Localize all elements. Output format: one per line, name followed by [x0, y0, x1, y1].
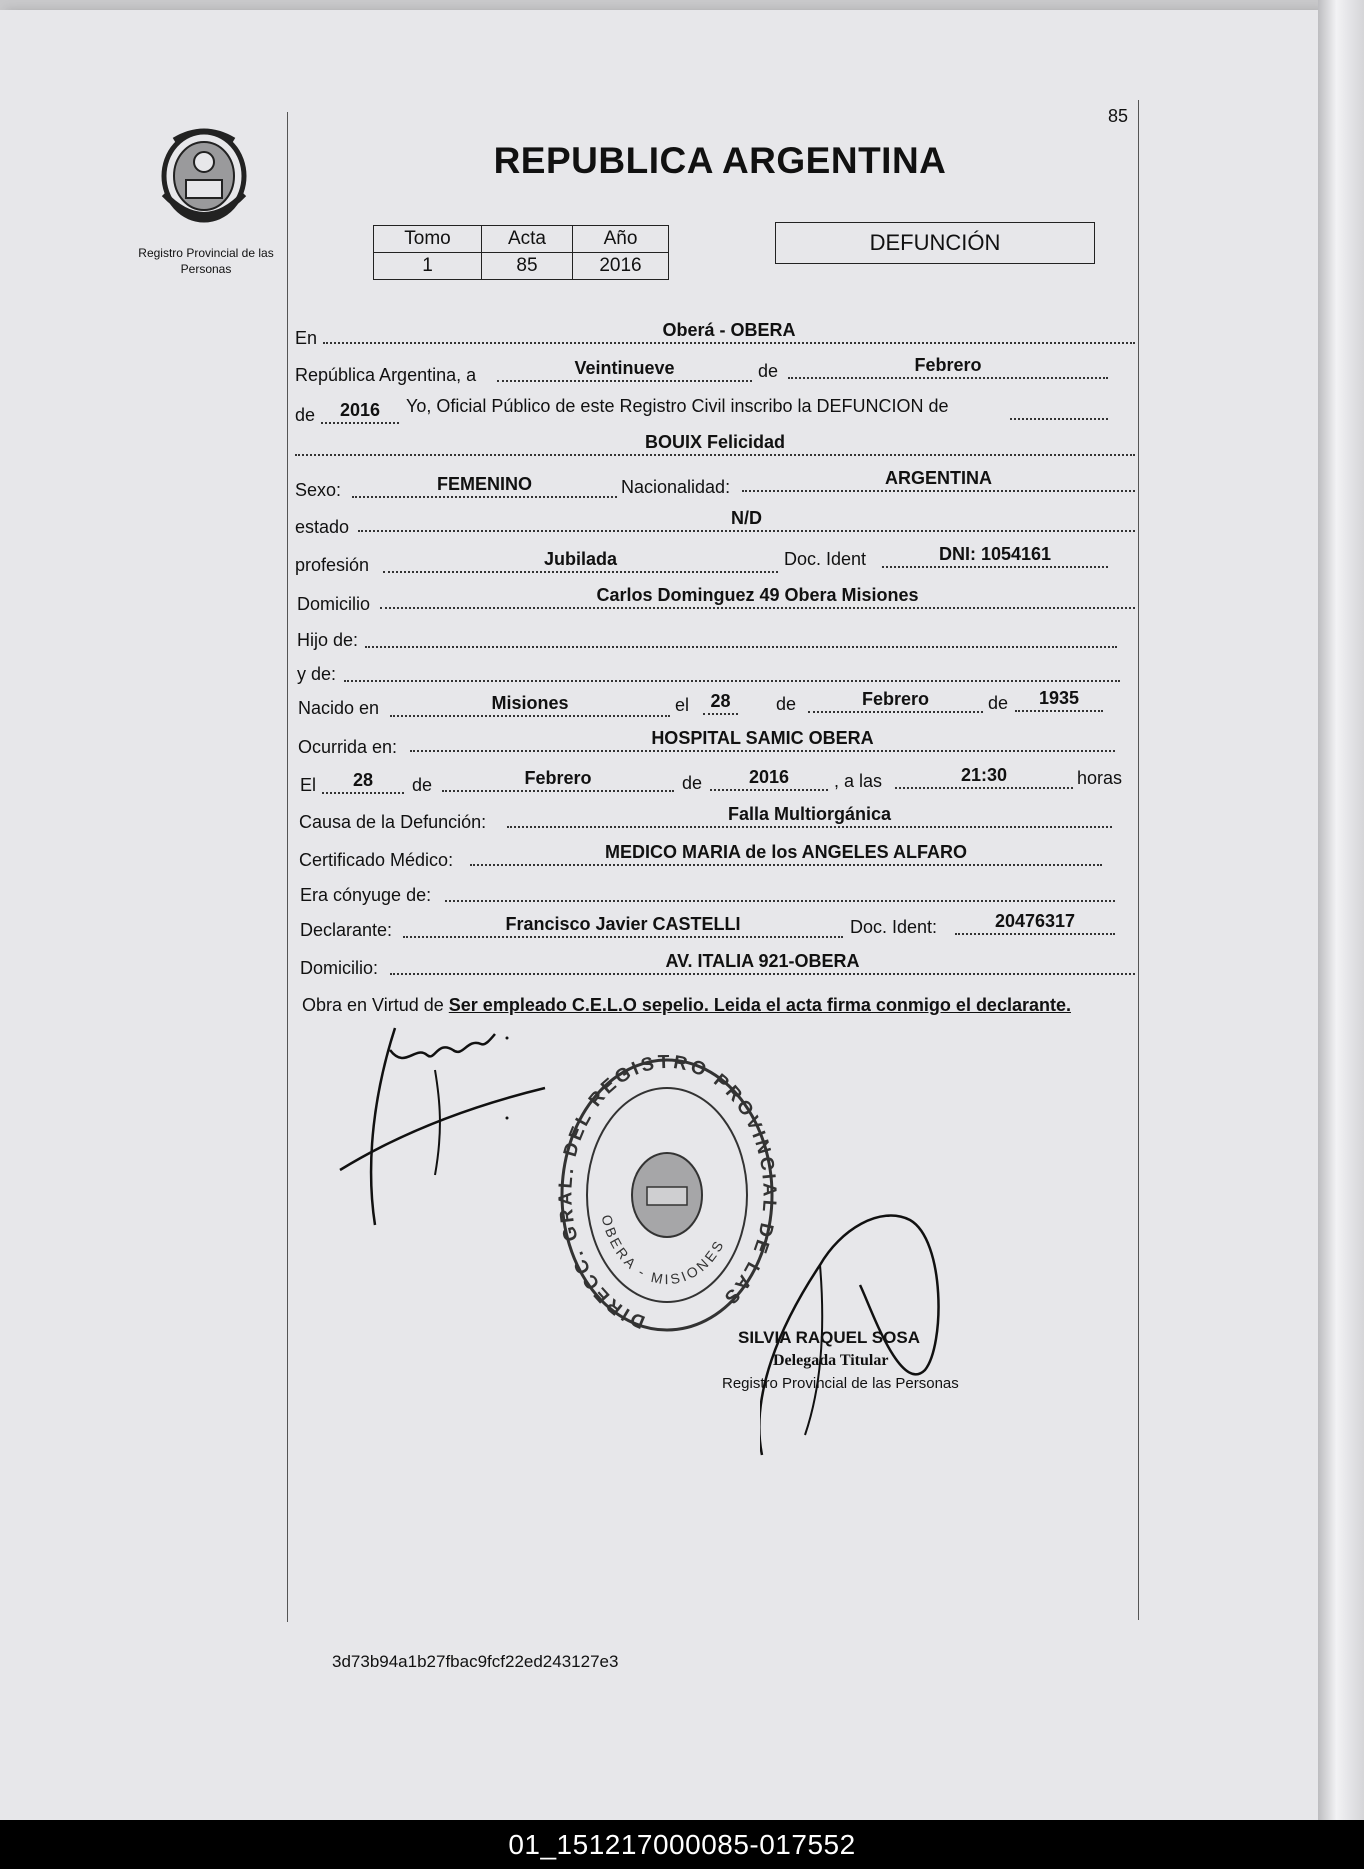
birth-year-field: 1935 [1015, 688, 1103, 712]
sexo-label: Sexo: [295, 480, 342, 500]
a-las-label: , a las [834, 771, 883, 791]
conyuge-field [445, 878, 1115, 902]
birth-day-field: 28 [703, 691, 738, 715]
officer-office: Registro Provincial de las Personas [722, 1375, 959, 1392]
hijo-de-label: Hijo de: [297, 630, 359, 650]
registry-stamp [555, 1055, 780, 1340]
ocurrida-field: HOSPITAL SAMIC OBERA [410, 728, 1115, 752]
tomo-header: Tomo [374, 226, 482, 253]
ano-header: Año [573, 226, 669, 253]
certificado-field: MEDICO MARIA de los ANGELES ALFARO [470, 842, 1102, 866]
declarante-domicilio-field: AV. ITALIA 921-OBERA [390, 951, 1135, 975]
declarante-doc-field: 20476317 [955, 911, 1115, 935]
register-table [373, 225, 669, 280]
document-hash: 3d73b94a1b27fbac9fcf22ed243127e3 [332, 1652, 619, 1671]
causa-field: Falla Multiorgánica [507, 804, 1112, 828]
domicilio-label: Domicilio [297, 594, 371, 614]
stamp-ring-text: DIRECC. GRAL. DEL REGISTRO PROVINCIAL DE LAS [555, 1055, 780, 1333]
de-label-4: de [988, 693, 1009, 713]
month-field: Febrero [788, 355, 1108, 379]
ocurrida-label: Ocurrida en: [298, 737, 398, 757]
causa-label: Causa de la Defunción: [299, 812, 487, 832]
record-type-box: DEFUNCIÓN [775, 222, 1095, 264]
horas-label: horas [1077, 768, 1123, 788]
officer-role: Delegada Titular [773, 1352, 889, 1369]
nacionalidad-field: ARGENTINA [742, 468, 1135, 492]
estado-field: N/D [358, 508, 1135, 532]
tomo-value: 1 [374, 253, 482, 280]
ano-value: 2016 [573, 253, 669, 280]
declarante-domicilio-label: Domicilio: [300, 958, 379, 978]
death-year-field: 2016 [710, 767, 828, 791]
sexo-field: FEMENINO [352, 474, 617, 498]
y-de-label: y de: [297, 664, 337, 684]
right-margin-line [1138, 100, 1139, 1620]
y-de-field [344, 658, 1120, 682]
place-field: Oberá - OBERA [323, 320, 1135, 344]
declarant-signature [335, 1010, 555, 1235]
acta-header: Acta [482, 226, 573, 253]
acta-value: 85 [482, 253, 573, 280]
death-day-field: 28 [322, 770, 404, 794]
province-seal-logo [150, 124, 258, 234]
year-field: 2016 [321, 400, 399, 424]
document-title: REPUBLICA ARGENTINA [493, 140, 947, 181]
en-label: En [295, 328, 318, 348]
certificado-label: Certificado Médico: [299, 850, 454, 870]
issuer-caption: Registro Provincial de las Personas [138, 246, 274, 276]
obra-prefix: Obra en Virtud de [302, 995, 444, 1015]
nacido-field: Misiones [390, 693, 670, 717]
intro-blank [1010, 396, 1108, 420]
death-time-field: 21:30 [895, 765, 1073, 789]
birth-month-field: Febrero [808, 689, 983, 713]
left-margin-line [287, 112, 288, 1622]
de-label-1: de [758, 361, 779, 381]
de-label-6: de [682, 773, 703, 793]
deceased-name-field: BOUIX Felicidad [295, 432, 1135, 456]
de-label-5: de [412, 775, 433, 795]
doc-ident-field: DNI: 1054161 [882, 544, 1108, 568]
officer-name: SILVIA RAQUEL SOSA [738, 1328, 920, 1347]
el-label: el [675, 695, 690, 715]
hijo-de-field [365, 624, 1117, 648]
nacido-label: Nacido en [298, 698, 380, 718]
doc-ident-label: Doc. Ident [784, 549, 867, 569]
footer-id-bar: 01_151217000085-017552 [0, 1820, 1364, 1869]
day-words-field: Veintinueve [497, 358, 752, 382]
republica-label: República Argentina, a [295, 365, 477, 385]
declarante-label: Declarante: [300, 920, 393, 940]
stamp-inner-text: OBERA - MISIONES [598, 1213, 728, 1288]
page-number: 85 [1108, 106, 1129, 126]
nacionalidad-label: Nacionalidad: [621, 477, 731, 497]
declarante-doc-label: Doc. Ident: [850, 917, 938, 937]
el-label-2: El [300, 775, 317, 795]
death-month-field: Febrero [442, 768, 674, 792]
estado-label: estado [295, 517, 350, 537]
de-label-3: de [776, 694, 797, 714]
conyuge-label: Era cónyuge de: [300, 885, 432, 905]
declarante-field: Francisco Javier CASTELLI [403, 914, 843, 938]
de-label-2: de [295, 405, 316, 425]
profesion-field: Jubilada [383, 549, 778, 573]
page-edge [1318, 0, 1364, 1820]
profesion-label: profesión [295, 555, 370, 575]
obra-text: Ser empleado C.E.L.O sepelio. Leida el acta firma conmigo el declarante. [448, 995, 1071, 1015]
intro-text: Yo, Oficial Público de este Registro Civil inscribo la DEFUNCION de [406, 396, 949, 416]
domicilio-field: Carlos Dominguez 49 Obera Misiones [380, 585, 1135, 609]
